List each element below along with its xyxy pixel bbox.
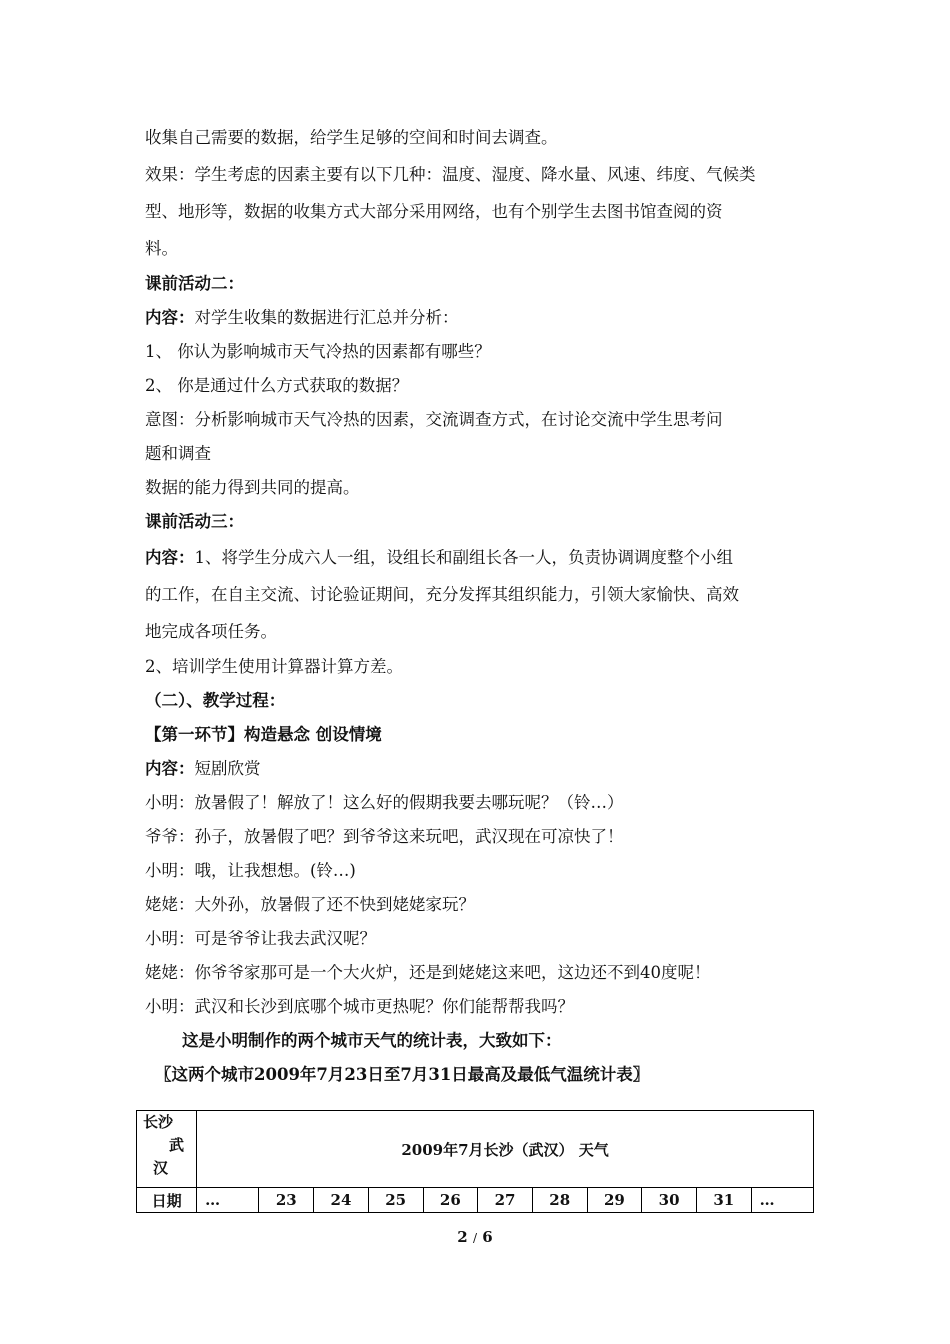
paragraph-line: 的工作，在自主交流、讨论验证期间，充分发挥其组织能力，引领大家愉快、高效: [145, 585, 739, 604]
table-date-cell: 23: [259, 1188, 314, 1213]
table-date-cell: …: [197, 1188, 259, 1213]
paragraph-line: 题和调查: [145, 444, 211, 463]
paragraph-line: 2、培训学生使用计算器计算方差。: [145, 657, 403, 676]
weather-table: [136, 1110, 814, 1213]
table-header-cell: 2009年7月长沙（武汉） 天气: [197, 1111, 814, 1188]
section-heading: 课前活动三：: [145, 512, 244, 531]
table-intro: 这是小明制作的两个城市天气的统计表，大致如下：: [182, 1031, 562, 1050]
section-heading: （二）、教学过程：: [145, 691, 286, 710]
dialogue-line: 爷爷：孙子，放暑假了吧？到爷爷这来玩吧，武汉现在可凉快了！: [145, 827, 624, 846]
table-date-cell: …: [751, 1188, 813, 1213]
table-date-cell: 25: [368, 1188, 423, 1213]
list-item: 1、 你认为影响城市天气冷热的因素都有哪些？: [145, 342, 491, 361]
paragraph-line: 内容：1、将学生分成六人一组，设组长和副组长各一人，负责协调调度整个小组: [145, 548, 733, 567]
table-header-row: [137, 1111, 814, 1188]
paragraph-line: 数据的能力得到共同的提高。: [145, 478, 360, 497]
table-title: 〖这两个城市2009年7月23日至7月31日最高及最低气温统计表〗: [155, 1065, 650, 1084]
paragraph-line: 内容：短剧欣赏: [145, 759, 261, 778]
dialogue-line: 小明：武汉和长沙到底哪个城市更热呢？你们能帮帮我吗？: [145, 997, 574, 1016]
table-date-cell: 24: [314, 1188, 369, 1213]
table-date-cell: 26: [423, 1188, 478, 1213]
paragraph-line: 效果：学生考虑的因素主要有以下几种：温度、湿度、降水量、风速、纬度、气候类: [145, 165, 756, 184]
dialogue-line: 小明：放暑假了！解放了！这么好的假期我要去哪玩呢？（铃…）: [145, 793, 624, 812]
table-date-cell: 28: [532, 1188, 587, 1213]
table-date-label: 日期: [137, 1188, 197, 1213]
table-date-row: [137, 1188, 814, 1213]
dialogue-line: 姥姥：你爷爷家那可是一个大火炉，还是到姥姥这来吧，这边还不到40度呢！: [145, 963, 711, 982]
document-body: [145, 119, 815, 1092]
section-heading: 课前活动二：: [145, 274, 244, 293]
table-date-cell: 29: [587, 1188, 642, 1213]
dialogue-line: 小明：可是爷爷让我去武汉呢？: [145, 929, 376, 948]
dialogue-line: 姥姥：大外孙，放暑假了还不快到姥姥家玩？: [145, 895, 475, 914]
table-corner-cell: 长沙 武 汉: [137, 1111, 197, 1188]
section-heading: 【第一环节】构造悬念 创设情境: [145, 725, 382, 744]
page-number: 2 / 6: [457, 1228, 493, 1246]
paragraph-line: 料。: [145, 239, 178, 258]
table-date-cell: 27: [478, 1188, 533, 1213]
paragraph-line: 型、地形等，数据的收集方式大部分采用网络，也有个别学生去图书馆查阅的资: [145, 202, 723, 221]
paragraph-line: 意图：分析影响城市天气冷热的因素，交流调查方式，在讨论交流中学生思考问: [145, 410, 723, 429]
paragraph-line: 内容：对学生收集的数据进行汇总并分析：: [145, 308, 459, 327]
paragraph-line: 收集自己需要的数据，给学生足够的空间和时间去调查。: [145, 128, 558, 147]
table-date-cell: 30: [642, 1188, 697, 1213]
paragraph-line: 地完成各项任务。: [145, 622, 277, 641]
table-date-cell: 31: [696, 1188, 751, 1213]
list-item: 2、 你是通过什么方式获取的数据？: [145, 376, 409, 395]
dialogue-line: 小明：哦，让我想想。(铃…): [145, 861, 356, 880]
